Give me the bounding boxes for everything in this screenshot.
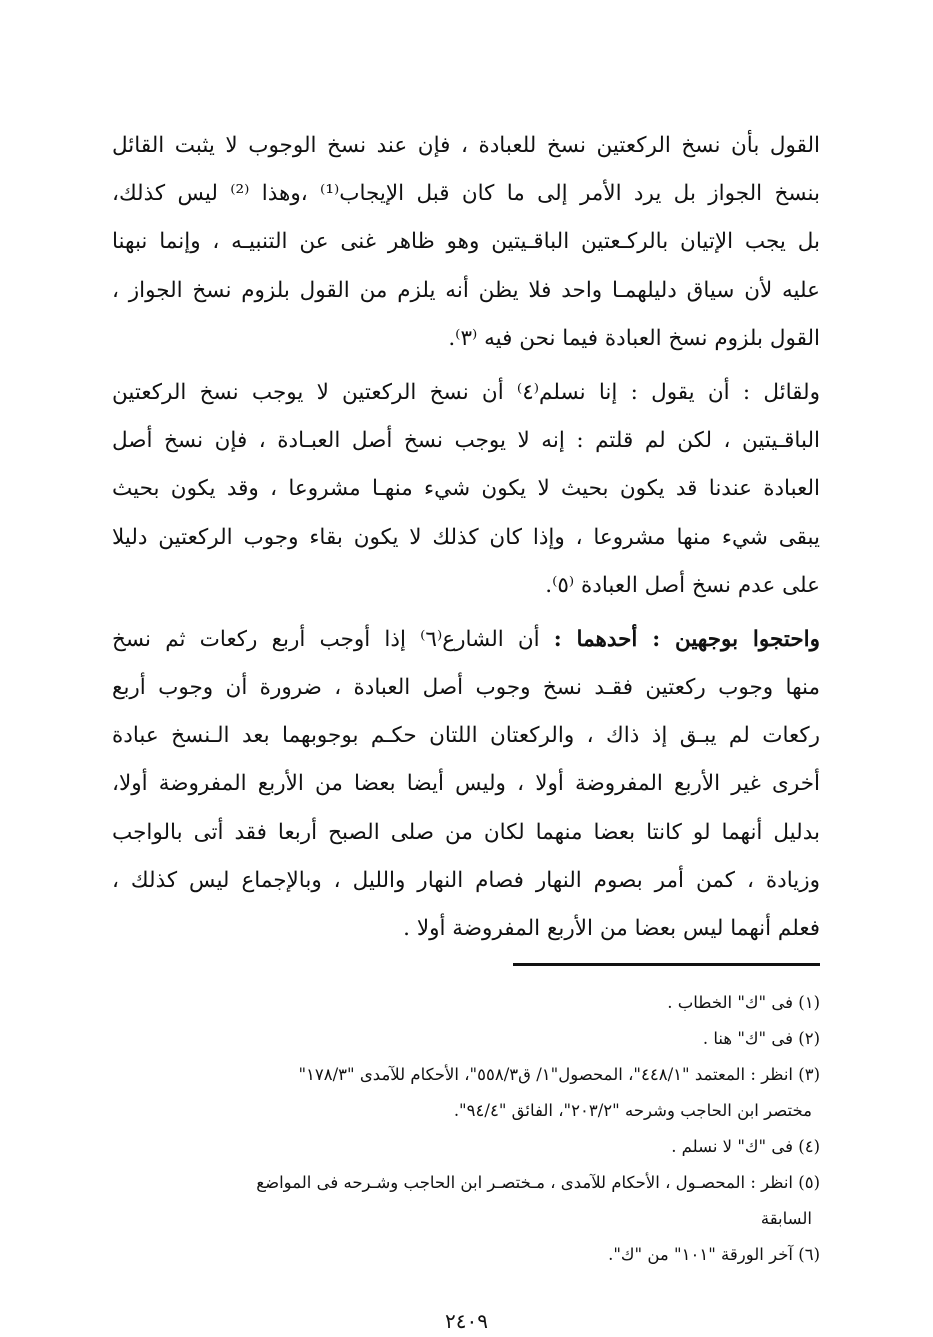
text-line: ركعات لم يبـق إذ ذاك ، والركعتان اللتان حكـم بوجوبهما بعد الـنسخ عبادة	[112, 723, 820, 749]
text-line	[112, 616, 820, 664]
footnote-4: (٤) فى "ك" لا نسلم .	[671, 1137, 820, 1156]
paragraph-2	[112, 369, 820, 610]
text-line: العبادة عندنا قد يكون بحيث لا يكون شيء منهـا مشروعا ، وقد يكون بحيث	[112, 476, 820, 502]
text-line: بدليل أنهما لو كانتا بعضا منهما لكان من صلى الصبح أربعا فقد أتى بالواجب	[112, 819, 820, 845]
text-line-rest: أن الشارع⁽٦⁾ إذا أوجب أربع ركعات ثم نسخ	[112, 626, 554, 652]
paragraph-lead: واحتجوا بوجهين : أحدهما :	[553, 626, 820, 652]
text-line: فعلم أنهما ليس بعضا من الأربع المفروضة أولا .	[403, 916, 820, 941]
footnote-2: (٢) فى "ك" هنا .	[702, 1029, 820, 1048]
text-line: على عدم نسخ أصل العبادة ⁽٥⁾.	[545, 572, 820, 598]
text-line: الباقـيتين ، لكن لم قلتم : إنه لا يوجب نسخ أصل العبـادة ، فإن نسخ أصل	[112, 428, 820, 454]
text-line: وزيادة ، كمن أمر بصوم النهار فصام النهار والليل ، وبالإجماع ليس كذلك ،	[112, 867, 820, 893]
text-line: بل يجب الإتيان بالركـعتين الباقـيتين وهو ظاهر غنى عن التنبيـه ، وإنما نبهنا	[112, 229, 820, 255]
footnote-5: (٥) انظر : المحصـول ، الأحكام للآمدى ، مـختصـر ابن الحاجب وشـرحه فى المواضع	[256, 1173, 820, 1192]
text-line: عليه لأن سياق دليلهمـا واحد فلا يظن أنه يلزم من القول بلزوم نسخ الجواز ،	[112, 277, 820, 303]
footnote-3: (٣) انظر : المعتمد "٤٤٨/١"، المحصول"١/ ق٥٥٨/٣"، الأحكام للآمدى "١٧٨/٣"	[298, 1065, 820, 1084]
text-line: بنسخ الجواز بل يرد الأمر إلى ما كان قبل الإيجاب⁽¹⁾ ،وهذا ⁽²⁾ ليس كذلك،	[112, 181, 820, 207]
footnote-6: (٦) آخر الورقة "١٠١" من "ك".	[608, 1245, 820, 1264]
text-line: القول بلزوم نسخ العبادة فيما نحن فيه ⁽٣⁾.	[448, 325, 820, 351]
footnote-5-continuation: السابقة	[760, 1209, 812, 1228]
main-text	[112, 122, 820, 953]
page-number: ٢٤٠٩	[445, 1309, 488, 1333]
text-line: القول بأن نسخ الركعتين نسخ للعبادة ، فإن عند نسخ الوجوب لا يثبت القائل	[112, 133, 820, 158]
paragraph-1	[112, 122, 820, 363]
footnote-3-continuation: مختصر ابن الحاجب وشرحه "٢٠٣/٢"، الفائق "٩٤/٤".	[453, 1101, 812, 1120]
text-line: يبقى شيء منها مشروعا ، وإذا كان كذلك لا يكون بقاء وجوب الركعتين دليلا	[112, 524, 820, 550]
text-line: منها وجوب ركعتين فقـد نسخ وجوب أصل العبادة ، ضرورة أن وجوب أربع	[112, 675, 820, 701]
text-line: أخرى غير الأربع المفروضة أولا ، وليس أيضا بعضا من الأربع المفروضة أولا،	[112, 771, 820, 797]
footnotes	[112, 985, 820, 1273]
text-line: ولقائل : أن يقول : إنا نسلم⁽٤⁾ أن نسخ الركعتين لا يوجب نسخ الركعتين	[112, 379, 820, 405]
footnote-separator	[513, 963, 820, 966]
footnote-1: (١) فى "ك" الخطاب .	[667, 993, 820, 1012]
paragraph-3	[112, 616, 820, 953]
